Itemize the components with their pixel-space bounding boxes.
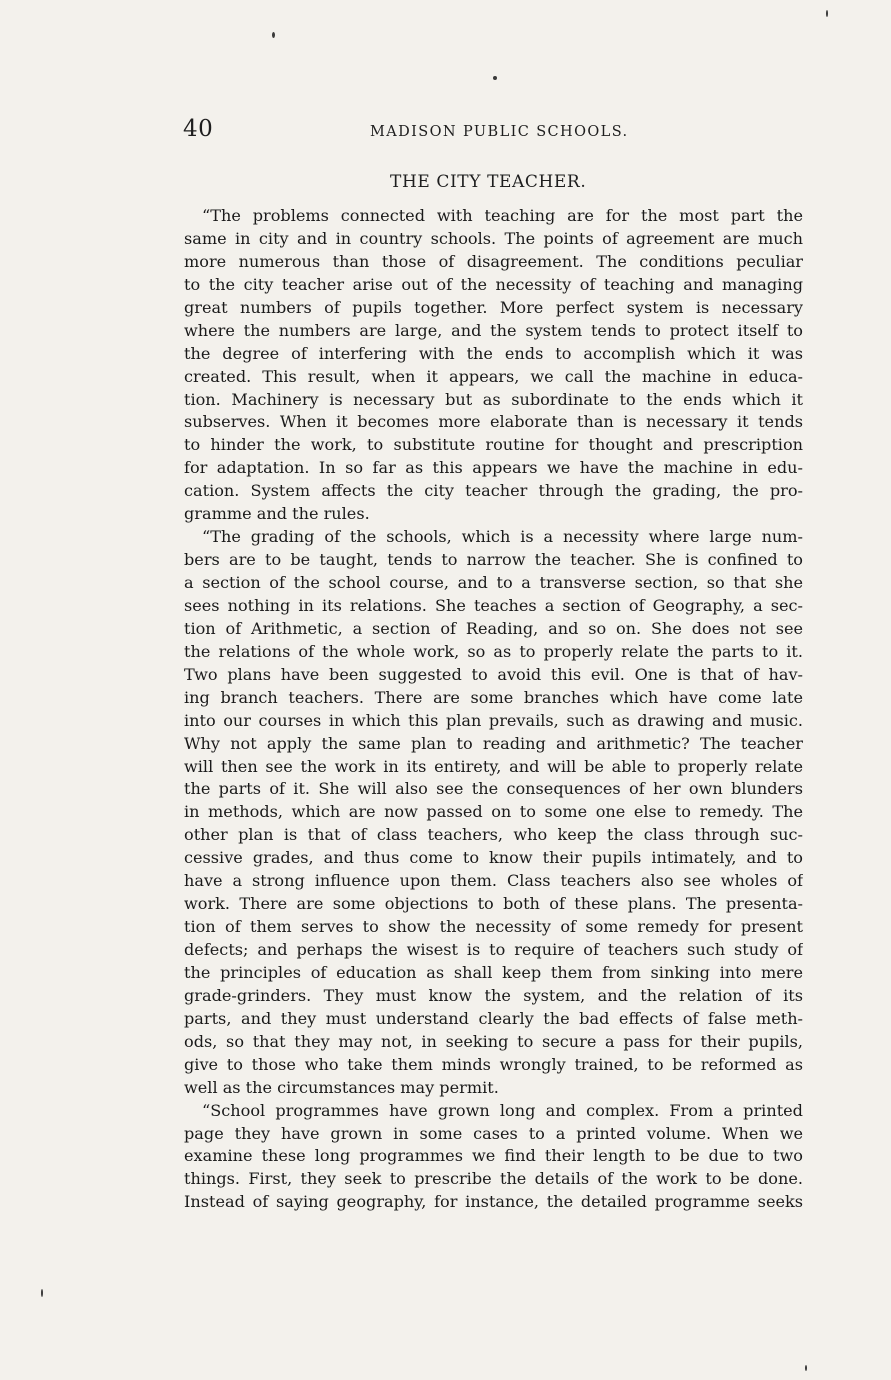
text-line: work. There are some objections to both of these plans. The presenta- [184,894,803,914]
text-line: same in city and in country schools. The points of agreement are much [184,228,803,248]
section-title: THE CITY TEACHER. [390,172,587,192]
text-line: cation. System affects the city teacher through the grading, the pro- [184,481,803,501]
text-line: parts, and they must understand clearly the bad effects of false meth- [184,1008,803,1028]
text-line: defects; and perhaps the wisest is to require of teachers such study of [184,940,803,959]
paragraph [184,1100,803,1215]
text-line: ing branch teachers. There are some branches which have come late [184,687,803,707]
text-line: grade-grinders. They must know the system, and the relation of its [184,985,803,1005]
text-line: where the numbers are large, and the system tends to protect itself to [184,320,803,340]
running-head: MADISON PUBLIC SCHOOLS. [370,124,629,140]
text-line: Instead of saying geography, for instance, the detailed programme seeks [184,1192,803,1212]
text-line: the parts of it. She will also see the consequences of her own blunders [184,779,803,799]
text-line: the degree of interfering with the ends to accomplish which it was [184,343,803,363]
scan-speck [272,32,275,38]
text-line: “The grading of the schools, which is a necessity where large num- [202,527,803,547]
text-line: the principles of education as shall keep them from sinking into mere [184,962,803,982]
text-line: created. This result, when it appears, we call the machine in educa- [184,366,803,386]
text-line: for adaptation. In so far as this appears we have the machine in edu- [184,458,803,478]
paragraph [184,205,803,526]
text-line: “School programmes have grown long and complex. From a printed [202,1100,803,1120]
text-line: have a strong influence upon them. Class teachers also see wholes of [184,871,803,891]
text-line: ods, so that they may not, in seeking to secure a pass for their pupils, [184,1031,803,1051]
text-line: the relations of the whole work, so as to properly relate the parts to it. [184,641,803,661]
text-line: tion. Machinery is necessary but as subordinate to the ends which it [184,389,803,409]
text-line: in methods, which are now passed on to some one else to remedy. The [184,802,803,822]
text-line: tion of them serves to show the necessity of some remedy for present [184,917,803,937]
paragraph [184,526,803,1099]
text-line: “The problems connected with teaching are for the most part the [202,206,803,225]
text-line: page they have grown in some cases to a printed volume. When we [184,1123,803,1143]
text-line: a section of the school course, and to a transverse section, so that she [184,573,803,592]
text-line: will then see the work in its entirety, and will be able to properly relate [184,756,803,776]
text-line: cessive grades, and thus come to know their pupils intimately, and to [184,848,803,868]
text-line: other plan is that of class teachers, who keep the class through suc- [184,825,803,845]
text-line: into our courses in which this plan prevails, such as drawing and music. [184,710,803,730]
text-line: to the city teacher arise out of the necessity of teaching and managing [184,274,803,294]
scan-speck [805,1365,807,1371]
text-line: gramme and the rules. [184,504,370,524]
text-line: more numerous than those of disagreement. The conditions peculiar [184,251,803,271]
scan-speck [41,1289,43,1297]
page-number: 40 [183,116,214,142]
text-line: give to those who take them minds wrongly trained, to be reformed as [184,1054,803,1074]
scan-speck [493,76,497,80]
text-line: sees nothing in its relations. She teaches a section of Geography, a sec- [184,595,803,615]
text-line: Why not apply the same plan to reading and arithmetic? The teacher [184,733,803,753]
text-line: to hinder the work, to substitute routine for thought and prescription [184,435,803,455]
scan-speck [826,10,828,17]
text-line: tion of Arithmetic, a section of Reading, and so on. She does not see [184,618,803,638]
text-line: bers are to be taught, tends to narrow the teacher. She is confined to [184,550,803,570]
body-text [184,205,803,1214]
text-line: things. First, they seek to prescribe the details of the work to be done. [184,1169,803,1189]
text-line: subserves. When it becomes more elaborate than is necessary it tends [184,412,803,432]
text-line: examine these long programmes we find their length to be due to two [184,1146,803,1166]
text-line: well as the circumstances may permit. [184,1077,499,1097]
text-line: great numbers of pupils together. More perfect system is necessary [184,297,803,317]
text-line: Two plans have been suggested to avoid this evil. One is that of hav- [184,664,803,684]
